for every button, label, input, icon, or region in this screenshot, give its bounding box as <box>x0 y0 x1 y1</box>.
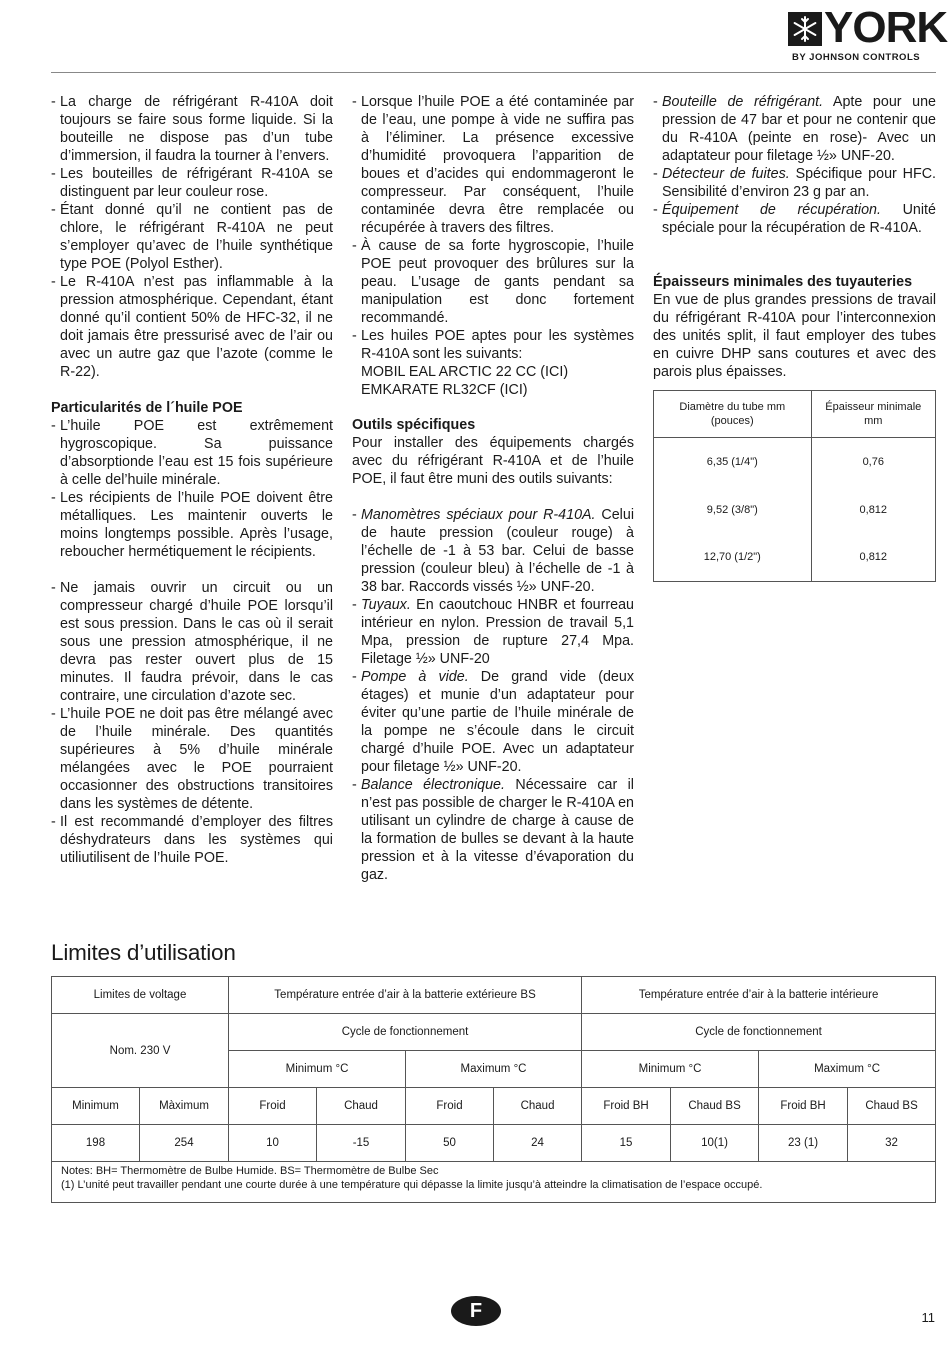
table-cell: 0,812 <box>811 486 935 534</box>
oil-name: MOBIL EAL ARCTIC 22 CC (ICI) <box>361 364 569 380</box>
table-cell: 10 <box>229 1125 317 1162</box>
table-header: Épaisseur minimale mm <box>811 391 935 438</box>
tool-text: En caoutchouc HNBR et fourreau intérieur en nylon. Pression de travail 5,1 Mpa, pression de rupture 27,4 Mpa. Filetage ½» UNF-20 <box>361 597 634 667</box>
table-header: Cycle de fonctionnement <box>229 1014 582 1051</box>
tool-name: Tuyaux. <box>361 597 411 613</box>
table-header: Froid <box>406 1088 494 1125</box>
column-3 <box>653 93 936 381</box>
list-item <box>653 165 936 201</box>
column-2 <box>352 93 634 884</box>
list-item <box>653 201 936 237</box>
section-heading-thickness: Épaisseurs minimales des tuyauteries <box>653 274 913 290</box>
tools-list <box>352 506 634 884</box>
list-item: - Lorsque l’huile POE a été contaminée par de l’eau, une pompe à vide ne suffira pas à l’éliminer. La présence excessive d’humidité provoquera l’apparition de boues et d’acides qui endommageront le compresseur. Par conséquent, l’huile contaminée devra être remplacée ou récupérée à travers des filtres. <box>352 93 634 237</box>
table-cell: 0,76 <box>811 438 935 486</box>
table-header: Cycle de fonctionnement <box>582 1014 936 1051</box>
tool-text: Apte pour une pression de 47 bar et pour ne contenir que du R-410A (peinte en rose)- Avec un adaptateur pour filetage ½» UNF-20. <box>662 94 936 164</box>
table-cell: -15 <box>317 1125 406 1162</box>
brand-tagline: BY JOHNSON CONTROLS <box>792 52 921 63</box>
tool-name: Bouteille de réfrigérant. <box>662 94 824 110</box>
list-item <box>352 668 634 776</box>
poe-list <box>51 417 333 561</box>
oil-name: EMKARATE RL32CF (ICI) <box>361 382 528 398</box>
list-item <box>352 776 634 884</box>
table-notes <box>52 1162 936 1203</box>
tool-name: Détecteur de fuites. <box>662 166 790 182</box>
tool-text: Unité spéciale pour la récupération de R-410A. <box>662 202 936 236</box>
limits-title: Limites d’utilisation <box>51 940 236 965</box>
table-cell: 50 <box>406 1125 494 1162</box>
table-header: Minimum °C <box>582 1051 759 1088</box>
list-item: - Les huiles POE aptes pour les systèmes R-410A sont les suivants: <box>352 327 634 363</box>
list-item <box>352 506 634 596</box>
list-item: - Il est recommandé d’employer des filtres déshydrateurs dans les systèmes qui utiliutilisent de l’huile POE. <box>51 813 333 867</box>
tool-name: Pompe à vide. <box>361 669 469 685</box>
table-header: Chaud BS <box>671 1088 759 1125</box>
snowflake-icon <box>788 12 822 46</box>
table-cell: 254 <box>140 1125 229 1162</box>
language-badge: F <box>451 1296 501 1326</box>
table-cell: 10(1) <box>671 1125 759 1162</box>
tools-list-continued <box>653 93 936 237</box>
tool-text: Nécessaire car il n’est pas possible de charger le R-410A en utilisant un cylindre de charge à cause de la formation de bulles se devant à la haute pression et à la vitesse d’évaporation du gaz. <box>361 777 634 883</box>
table-header: Température entrée d’air à la batterie extérieure BS <box>229 977 582 1014</box>
list-item: - L’huile POE est extrêmement hygroscopique. Sa puissance d’absorptionde l’eau est 15 fois supérieure à celle del’huile minérale. <box>51 417 333 489</box>
table-cell: Nom. 230 V <box>52 1014 229 1088</box>
table-cell: 32 <box>848 1125 936 1162</box>
tool-text: De grand vide (deux étages) et munie d’un adaptateur pour éviter qu’une partie de l’huile minérale de la pompe ne s’écoule dans le circuit chargé d’huile POE. Avec un adaptateur pour filetage ½» UNF-20. <box>361 669 634 775</box>
table-header: Limites de voltage <box>52 977 229 1014</box>
table-cell: 24 <box>494 1125 582 1162</box>
list-item: - Le R-410A n’est pas inflammable à la pression atmosphérique. Cependant, étant donné qu’il contient 50% de HFC-32, il ne doit jamais être pressurisé avec de l’air ou avec un autre gaz que l’azote (comme le R-22). <box>51 273 333 381</box>
list-item: - À cause de sa forte hygroscopie, l’huile POE peut provoquer des brûlures sur la peau. L’usage de gants pendant sa manipulation est donc fortement recommandé. <box>352 237 634 327</box>
column-1 <box>51 93 333 867</box>
table-header: Froid BH <box>759 1088 848 1125</box>
refrigerant-list <box>51 93 333 381</box>
section-heading-tools: Outils spécifiques <box>352 417 476 433</box>
table-cell: 0,812 <box>811 534 935 582</box>
header-divider <box>51 72 936 73</box>
list-item: - Les récipients de l’huile POE doivent être métalliques. Les maintenir ouverts le moins longtemps possible. Après l’usage, reboucher hermétiquement le récipients. <box>51 489 333 561</box>
table-header: Diamètre du tube mm (pouces) <box>654 391 812 438</box>
limits-table <box>51 976 936 1203</box>
list-item: - Étant donné qu’il ne contient pas de chlore, le réfrigérant R-410A ne peut s’employer qu’avec de l’huile synthétique type POE (Polyol Esther). <box>51 201 333 273</box>
section-heading-poe: Particularités de l´huile POE <box>51 400 243 416</box>
note-line: (1) L’unité peut travailler pendant une courte durée à une température qui dépasse la limite jusqu’à atteindre la climatisation de l’espace occupé. <box>61 1179 763 1191</box>
table-header: Maximum °C <box>406 1051 582 1088</box>
table-header: Température entrée d’air à la batterie intérieure <box>582 977 936 1014</box>
tool-name: Équipement de récupération. <box>662 202 881 218</box>
table-cell: 15 <box>582 1125 671 1162</box>
list-item: - Les bouteilles de réfrigérant R-410A se distinguent par leur couleur rose. <box>51 165 333 201</box>
page-number: 11 <box>921 1310 935 1325</box>
table-header: Maximum °C <box>759 1051 936 1088</box>
table-header: Chaud <box>494 1088 582 1125</box>
tools-intro: Pour installer des équipements chargés avec du réfrigérant R-410A et de l’huile POE, il faut être muni des outils suivants: <box>352 435 634 487</box>
table-header: Chaud BS <box>848 1088 936 1125</box>
table-header: Froid BH <box>582 1088 671 1125</box>
table-cell: 23 (1) <box>759 1125 848 1162</box>
york-logo <box>788 3 948 66</box>
list-item: - La charge de réfrigérant R-410A doit toujours se faire sous forme liquide. Si la bouteille ne dispose pas d’un tube d’immersion, il faudra la tourner à l’envers. <box>51 93 333 165</box>
list-item: - L’huile POE ne doit pas être mélangé avec de l’huile minérale. Des quantités supérieures à 5% d’huile minérale mélangées avec le POE pourraient occasionner des obstructions transitoires dans les systèmes de détente. <box>51 705 333 813</box>
table-cell: 6,35 (1/4") <box>654 438 812 486</box>
list-item <box>352 596 634 668</box>
thickness-paragraph: En vue de plus grandes pressions de travail du réfrigérant R-410A pour l’interconnexion des unités split, il faut employer des tubes en cuivre DHP sans coutures et avec des parois plus épaisses. <box>653 292 936 380</box>
poe-contamination-list <box>352 93 634 363</box>
tool-text: Celui de haute pression (couleur rouge) à l’échelle de -1 à 53 bar. Celui de basse pression (couleur bleu) à l’échelle de -1 à 38 bar. Raccords vissés ½» UNF-20. <box>361 507 634 595</box>
tool-name: Balance électronique. <box>361 777 505 793</box>
table-header: Màximum <box>140 1088 229 1125</box>
tool-name: Manomètres spéciaux pour R-410A. <box>361 507 596 523</box>
brand-name: YORK <box>824 3 948 52</box>
table-cell: 9,52 (3/8") <box>654 486 812 534</box>
tool-text: Spécifique pour HFC. Sensibilité d’environ 23 g par an. <box>662 166 936 200</box>
note-line: Notes: BH= Thermomètre de Bulbe Humide. BS= Thermomètre de Bulbe Sec <box>61 1165 439 1177</box>
poe-list-continued <box>51 579 333 867</box>
table-header: Minimum °C <box>229 1051 406 1088</box>
list-item <box>653 93 936 165</box>
table-cell: 12,70 (1/2") <box>654 534 812 582</box>
table-header: Chaud <box>317 1088 406 1125</box>
tube-thickness-table <box>653 390 936 582</box>
table-header: Froid <box>229 1088 317 1125</box>
list-item: - Ne jamais ouvrir un circuit ou un compresseur chargé d’huile POE lorsqu’il est sous pression. Dans le cas où il serait sous une pression atmosphérique, il ne devra pas rester ouvert plus de 15 minutes. Il faudra prévoir, dans le cas contraire, une circulation d’azote sec. <box>51 579 333 705</box>
table-header: Minimum <box>52 1088 140 1125</box>
table-cell: 198 <box>52 1125 140 1162</box>
